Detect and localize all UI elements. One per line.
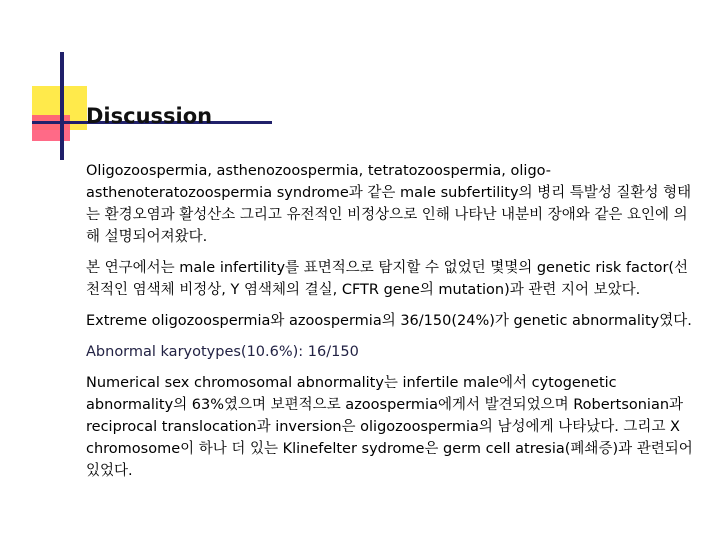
- paragraph-numerical-abnormality: Numerical sex chromosomal abnormality는 infertile male에서 cytogenetic abnormality의 63%였으며 보편적으로 azoospermia에게서 발견되었으며 Robertsonian과 reciprocal translocation과 inversion은 oligozoospermia의 남성에게 나타났다. 그리고 X chromosome이 하나 더 있는 Klinefelter sydrome은 germ cell atresia(폐쇄증)과 관련되어 있었다.: [86, 375, 693, 479]
- paragraph-abnormal-karyotypes: Abnormal karyotypes(10.6%): 16/150: [86, 344, 359, 360]
- decor-vertical-line: [60, 52, 64, 160]
- paragraph-study-aim: 본 연구에서는 male infertility를 표면적으로 탐지할 수 없었던 몇몇의 genetic risk factor(선천적인 염색체 비정상, Y 염색체의 결실, CFTR gene의 mutation)과 관련 지어 보았다.: [86, 260, 689, 298]
- paragraph-background: Oligozoospermia, asthenozoospermia, tetratozoospermia, oligo-asthenoteratozoospermia syndrome과 같은 male subfertility의 병리 특발성 질환성 형태는 환경오염과 활성산소 그리고 유전적인 비정상으로 인해 나타난 내분비 장애와 같은 요인에 의해 설명되어져왔다.: [86, 163, 692, 245]
- decor-red-square: [32, 115, 70, 141]
- slide-title: Discussion: [86, 104, 213, 128]
- slide-body: [86, 160, 696, 491]
- paragraph-genetic-abnormality: Extreme oligozoospermia와 azoospermia의 36/150(24%)가 genetic abnormality였다.: [86, 313, 692, 329]
